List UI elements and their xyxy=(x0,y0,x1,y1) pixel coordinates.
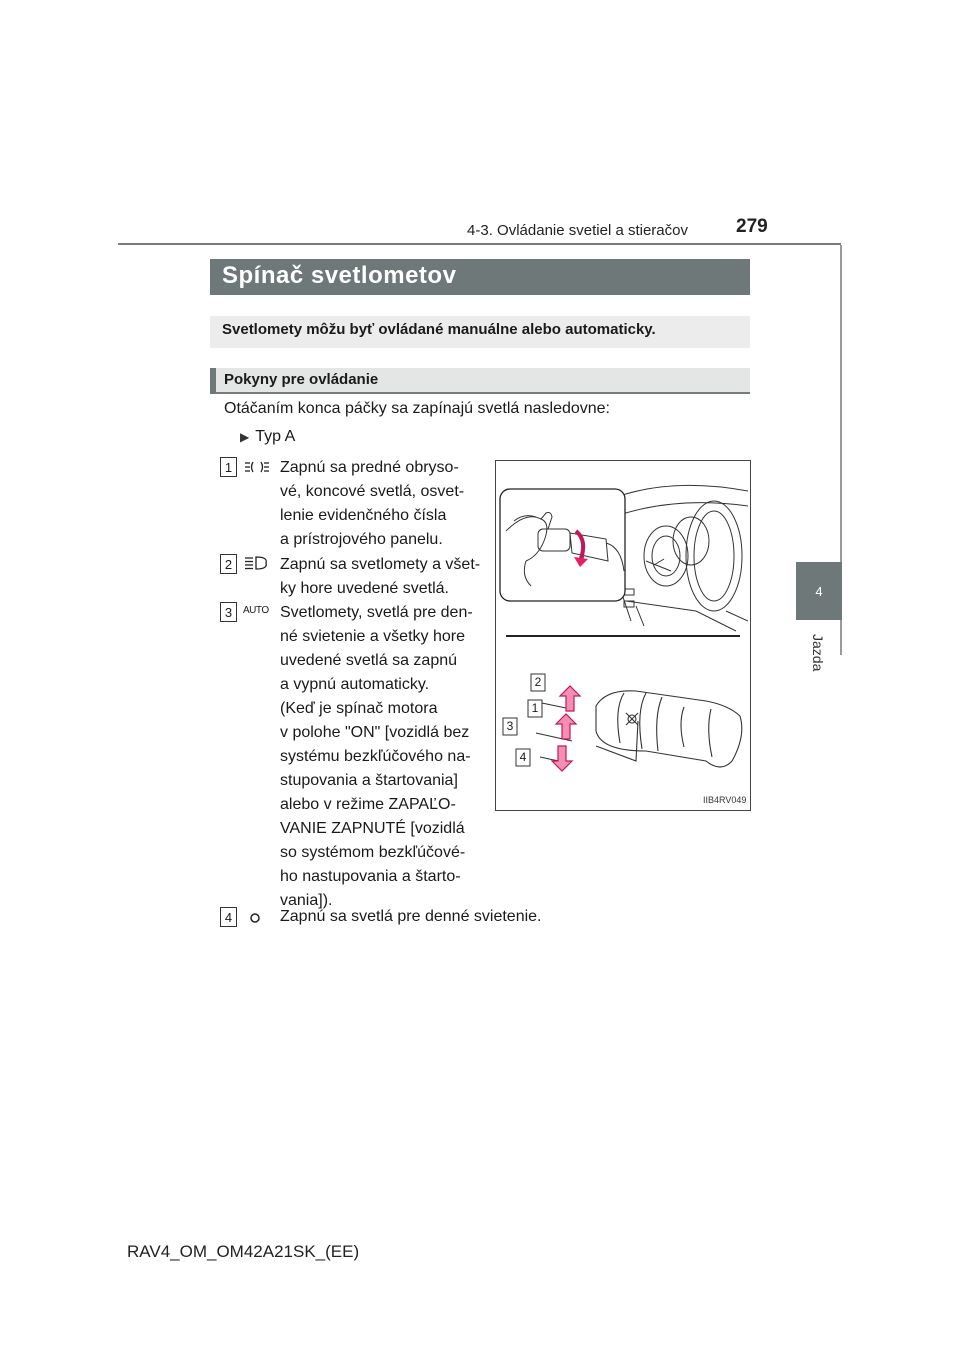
type-line xyxy=(240,428,295,446)
type-label: Typ A xyxy=(255,428,296,445)
subheading: Pokyny pre ovládanie xyxy=(224,371,379,388)
page-number: 279 xyxy=(736,216,768,237)
item-number-badge: 2 xyxy=(220,554,237,574)
item-number-badge: 4 xyxy=(220,907,237,927)
chapter-label: Jazda xyxy=(810,634,826,672)
figure-callout: 3 xyxy=(506,719,514,733)
item-number-badge: 1 xyxy=(220,457,237,477)
item-1-description: Zapnú sa predné obryso- vé, koncové svetlá, osvet- lenie evidenčného čísla a prístrojového panelu. xyxy=(280,459,465,548)
figure-callout: 2 xyxy=(534,675,542,689)
lead-text: Otáčaním konca páčky sa zapínajú svetlá nasledovne: xyxy=(224,400,610,417)
figure-code: IIB4RV049 xyxy=(703,795,747,805)
document-code: RAV4_OM_OM42A21SK_(EE) xyxy=(127,1242,360,1261)
headlight-icon xyxy=(244,555,268,571)
item-2-description: Zapnú sa svetlomety a všet- ky hore uvedené svetlá. xyxy=(280,556,481,597)
header-rule xyxy=(118,243,841,245)
drl-icon xyxy=(248,911,262,925)
item-3-description: Svetlomety, svetlá pre den- né svietenie a všetky hore uvedené svetlá sa zapnú a vypnú automaticky. (Keď je spínač motora v polohe "ON" [vozidlá bez systému bezkľúčového na- stupovania a štartovania] alebo v režime ZAPAĽO- VANIE ZAPNUTÉ [vozidlá so systémom bezkľúčové- ho nastupovania a štarto- vania]). xyxy=(280,604,473,909)
page-title: Spínač svetlometov xyxy=(222,262,457,289)
item-number-badge: 3 xyxy=(220,602,237,622)
item-4-description: Zapnú sa svetlá pre denné svietenie. xyxy=(280,908,542,925)
triangle-bullet-icon: ▶ xyxy=(240,430,250,444)
figure-callout: 4 xyxy=(519,750,527,764)
section-title: 4-3. Ovládanie svetiel a stieračov xyxy=(467,222,688,239)
chapter-tab[interactable]: 4 xyxy=(796,562,842,620)
subheading-accent xyxy=(210,368,216,394)
light-switch-illustration xyxy=(496,461,748,808)
intro-text: Svetlomety môžu byť ovládané manuálne alebo automaticky. xyxy=(222,321,656,338)
side-lights-icon xyxy=(244,459,270,475)
auto-icon: AUTO xyxy=(243,605,269,616)
figure-callout: 1 xyxy=(531,701,539,715)
